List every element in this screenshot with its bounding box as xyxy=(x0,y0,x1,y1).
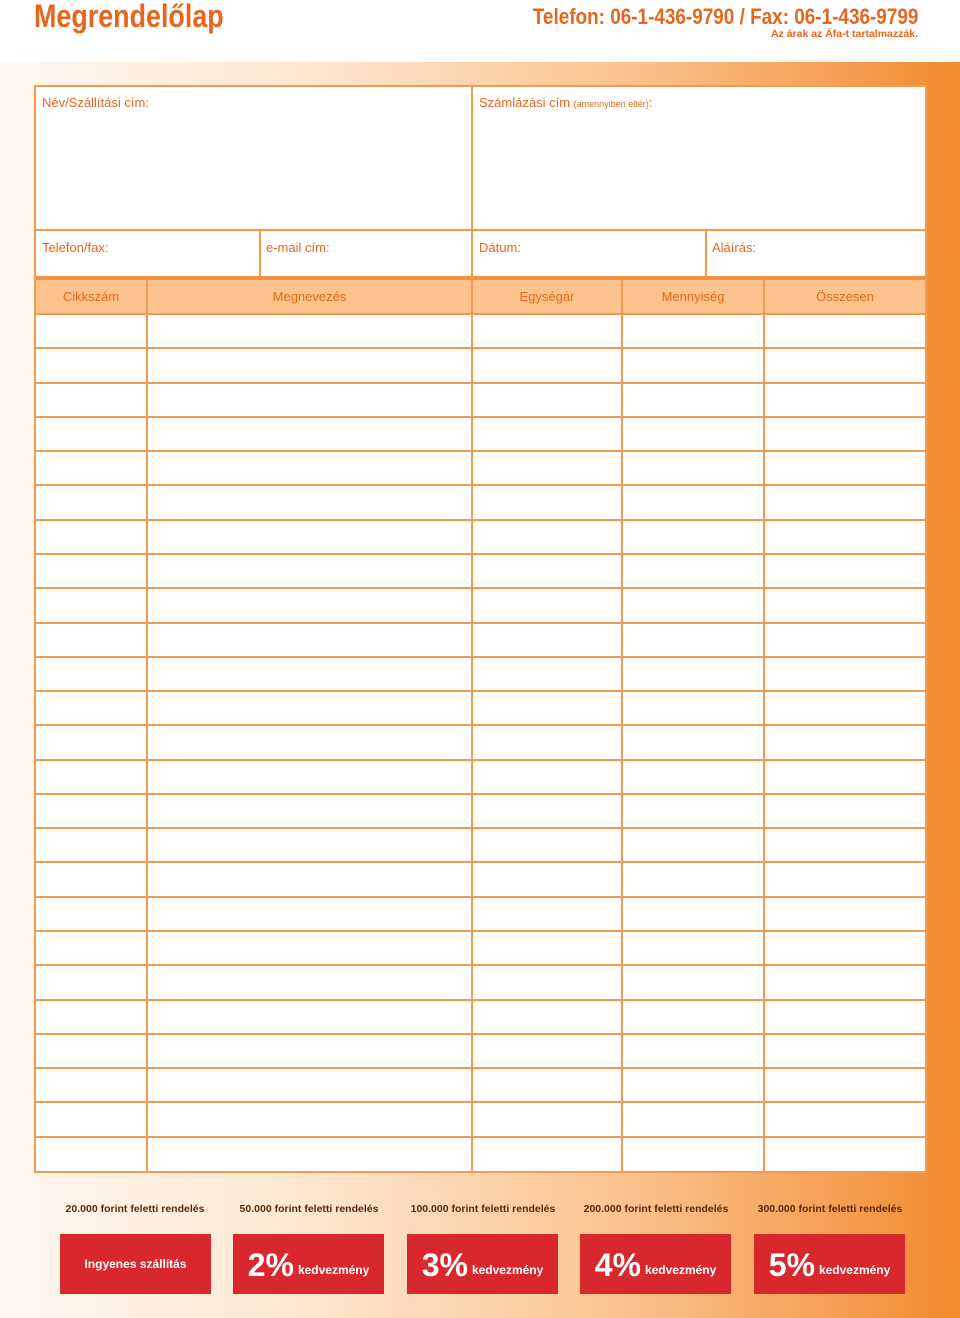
table-row-line xyxy=(36,690,925,692)
discount-3-percent: 3% xyxy=(421,1246,468,1283)
tier-threshold-1: 20.000 forint feletti rendelés xyxy=(65,1203,205,1215)
billing-address-label-text: Számlázási cím xyxy=(479,95,571,110)
billing-address-note: (amennyiben eltér) xyxy=(573,99,649,109)
email-label: e-mail cím: xyxy=(266,240,330,255)
discount-2-label: kedvezmény xyxy=(297,1263,370,1277)
address-divider xyxy=(471,87,473,229)
free-shipping-badge xyxy=(60,1234,211,1294)
contact-divider-3 xyxy=(705,231,707,276)
discount-5-label: kedvezmény xyxy=(818,1263,891,1277)
tier-threshold-4: 200.000 forint feletti rendelés xyxy=(583,1203,729,1215)
discount-2-percent: 2% xyxy=(247,1246,294,1283)
table-row-line xyxy=(36,1101,925,1103)
signature-field[interactable] xyxy=(707,231,925,276)
name-shipping-address-label: Név/Szállítási cím: xyxy=(42,95,149,110)
table-row-line xyxy=(36,930,925,932)
tier-threshold-3: 100.000 forint feletti rendelés xyxy=(410,1203,556,1215)
column-header-unit-price: Egységár xyxy=(519,289,575,304)
date-field[interactable] xyxy=(473,231,705,276)
discount-5-badge xyxy=(754,1234,905,1294)
table-row-line xyxy=(36,656,925,658)
table-row-line xyxy=(36,382,925,384)
column-header-description: Megnevezés xyxy=(272,289,347,304)
table-row-line xyxy=(36,416,925,418)
phone-fax-label: Telefon/fax: xyxy=(42,240,109,255)
discount-3-badge xyxy=(407,1234,558,1294)
discount-4-label: kedvezmény xyxy=(644,1263,717,1277)
discount-2-badge xyxy=(233,1234,384,1294)
table-row-line xyxy=(36,484,925,486)
table-row-line xyxy=(36,587,925,589)
table-row-line xyxy=(36,519,925,521)
discount-4-badge xyxy=(580,1234,731,1294)
billing-address-field[interactable] xyxy=(473,87,925,229)
tier-threshold-2: 50.000 forint feletti rendelés xyxy=(239,1203,379,1215)
table-row-line xyxy=(36,896,925,898)
table-row-line xyxy=(36,622,925,624)
vat-note: Az árak az Áfa-t tartalmazzák. xyxy=(770,28,918,40)
page-title: Megrendelőlap xyxy=(34,0,224,34)
email-field[interactable] xyxy=(261,231,471,276)
column-header-total: Összesen xyxy=(816,289,874,304)
signature-label: Aláírás: xyxy=(712,240,757,255)
contact-divider-2 xyxy=(471,231,473,276)
table-row-line xyxy=(36,759,925,761)
contact-divider-1 xyxy=(259,231,261,276)
date-label: Dátum: xyxy=(479,240,521,255)
discount-5-percent: 5% xyxy=(768,1246,815,1283)
table-row-line xyxy=(36,999,925,1001)
table-row-line xyxy=(36,1136,925,1138)
table-row-line xyxy=(36,553,925,555)
phone-fax-field[interactable] xyxy=(36,231,259,276)
column-header-quantity: Mennyiség xyxy=(661,289,725,304)
billing-address-label xyxy=(479,95,652,110)
free-shipping-text: Ingyenes szállítás xyxy=(84,1257,187,1271)
order-form xyxy=(34,85,927,1173)
table-row-line xyxy=(36,450,925,452)
contact-phone-fax: Telefon: 06-1-436-9790 / Fax: 06-1-436-9799 xyxy=(532,4,918,29)
billing-address-colon: : xyxy=(648,95,653,110)
table-row-line xyxy=(36,827,925,829)
table-row-line xyxy=(36,1033,925,1035)
table-row-line xyxy=(36,861,925,863)
tier-threshold-5: 300.000 forint feletti rendelés xyxy=(757,1203,903,1215)
table-row-line xyxy=(36,1067,925,1069)
table-row-line xyxy=(36,724,925,726)
name-shipping-address-field[interactable] xyxy=(36,87,471,229)
discount-3-label: kedvezmény xyxy=(471,1263,544,1277)
table-row-line xyxy=(36,793,925,795)
column-header-item-number: Cikkszám xyxy=(62,289,120,304)
discount-4-percent: 4% xyxy=(594,1246,641,1283)
table-row-line xyxy=(36,964,925,966)
table-header-bottom-line xyxy=(36,313,925,315)
table-row-line xyxy=(36,347,925,349)
